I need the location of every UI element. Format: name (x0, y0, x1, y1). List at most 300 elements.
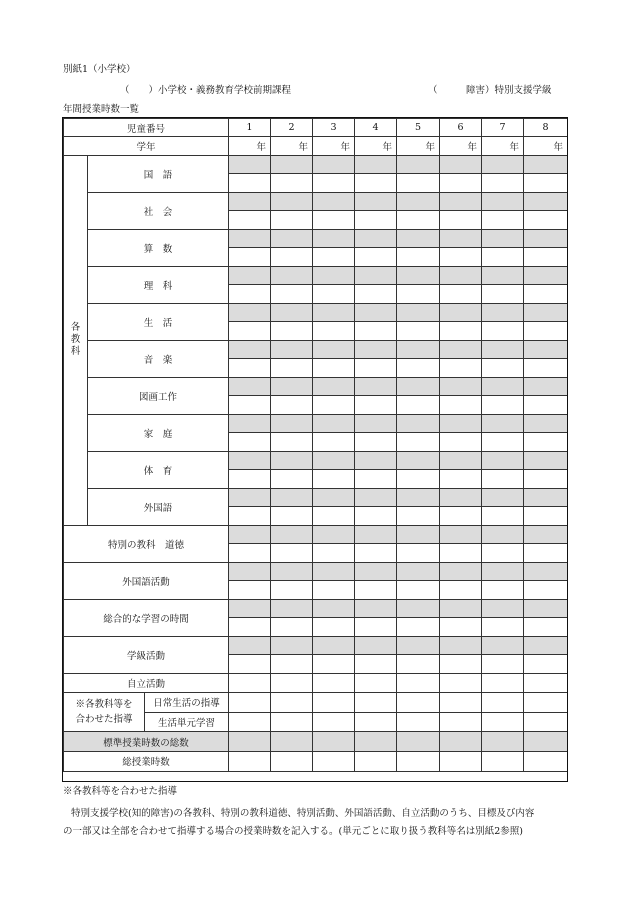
moral-actual-cell-1[interactable] (229, 544, 271, 563)
unit-learning-cell-4[interactable] (355, 712, 397, 732)
subject-8-actual-cell-3[interactable] (313, 433, 355, 452)
subject-4-actual-cell-5[interactable] (397, 285, 440, 304)
student-number-4: 4 (355, 119, 397, 137)
total-cell-2[interactable] (271, 751, 313, 771)
subject-2-actual-cell-8[interactable] (524, 211, 568, 230)
subject-6-actual-cell-3[interactable] (313, 359, 355, 378)
subject-3-standard-cell-7[interactable] (482, 229, 524, 248)
moral-actual-cell-3[interactable] (313, 544, 355, 563)
combined-instruction-label (64, 693, 145, 732)
subject-5-standard-cell-6[interactable] (440, 303, 482, 322)
subject-1-standard-cell-4[interactable] (355, 155, 397, 174)
subject-3-standard-cell-3[interactable] (313, 229, 355, 248)
independent-activity-cell-8[interactable] (524, 673, 568, 693)
subject-2-row-a (64, 192, 568, 211)
subject-5-actual-cell-1[interactable] (229, 322, 271, 341)
integrated-study-row-a (64, 599, 568, 618)
class-activity-actual-cell-5[interactable] (397, 655, 440, 674)
subject-10-standard-cell-8[interactable] (524, 488, 568, 507)
subject-1-actual-cell-8[interactable] (524, 174, 568, 193)
subject-2-standard-cell-6[interactable] (440, 192, 482, 211)
student-number-8: 8 (524, 119, 568, 137)
total-cell-5[interactable] (397, 751, 440, 771)
subject-3-actual-cell-5[interactable] (397, 248, 440, 267)
subject-6-actual-cell-4[interactable] (355, 359, 397, 378)
subject-1-row-a (64, 155, 568, 174)
subject-1-standard-cell-7[interactable] (482, 155, 524, 174)
foreign-activity-row-a (64, 562, 568, 581)
subject-4-actual-cell-8[interactable] (524, 285, 568, 304)
subject-10-actual-cell-3[interactable] (313, 507, 355, 526)
subject-2-actual-cell-1[interactable] (229, 211, 271, 230)
moral-standard-cell-2[interactable] (271, 525, 313, 544)
grade-cell-1[interactable]: 年 (229, 137, 271, 155)
integrated-study-standard-cell-2[interactable] (271, 599, 313, 618)
subject-8-standard-cell-3[interactable] (313, 414, 355, 433)
subject-7-actual-cell-6[interactable] (440, 396, 482, 415)
daily-life-cell-3[interactable] (313, 693, 355, 713)
subject-6-actual-cell-5[interactable] (397, 359, 440, 378)
subject-4-standard-cell-7[interactable] (482, 266, 524, 285)
class-activity-standard-cell-8[interactable] (524, 636, 568, 655)
student-number-1: 1 (229, 119, 271, 137)
subject-6-standard-cell-1[interactable] (229, 340, 271, 359)
subject-7-actual-cell-8[interactable] (524, 396, 568, 415)
footnote-title: ※各教科等を合わせた指導 (63, 786, 178, 797)
subject-9-actual-cell-4[interactable] (355, 470, 397, 489)
subject-9-standard-cell-1[interactable] (229, 451, 271, 470)
subject-10-label: 外国語 (88, 488, 229, 525)
integrated-study-standard-cell-4[interactable] (355, 599, 397, 618)
subject-3-actual-cell-2[interactable] (271, 248, 313, 267)
unit-learning-cell-5[interactable] (397, 712, 440, 732)
subject-2-actual-cell-3[interactable] (313, 211, 355, 230)
subject-5-actual-cell-4[interactable] (355, 322, 397, 341)
subject-2-standard-cell-5[interactable] (397, 192, 440, 211)
foreign-activity-standard-cell-1[interactable] (229, 562, 271, 581)
subject-2-actual-cell-7[interactable] (482, 211, 524, 230)
subject-6-standard-cell-7[interactable] (482, 340, 524, 359)
standard-total-cell-1[interactable] (229, 732, 271, 752)
subject-8-actual-cell-2[interactable] (271, 433, 313, 452)
subject-1-actual-cell-6[interactable] (440, 174, 482, 193)
integrated-study-actual-cell-3[interactable] (313, 618, 355, 637)
subject-10-row-a (64, 488, 568, 507)
subject-10-actual-cell-2[interactable] (271, 507, 313, 526)
subject-5-standard-cell-2[interactable] (271, 303, 313, 322)
daily-life-cell-5[interactable] (397, 693, 440, 713)
grade-cell-5[interactable]: 年 (397, 137, 440, 155)
subject-9-standard-cell-3[interactable] (313, 451, 355, 470)
class-activity-standard-cell-4[interactable] (355, 636, 397, 655)
subject-5-standard-cell-5[interactable] (397, 303, 440, 322)
subject-6-standard-cell-4[interactable] (355, 340, 397, 359)
subject-3-actual-cell-8[interactable] (524, 248, 568, 267)
foreign-activity-actual-cell-4[interactable] (355, 581, 397, 600)
subject-2-standard-cell-2[interactable] (271, 192, 313, 211)
subject-7-standard-cell-6[interactable] (440, 377, 482, 396)
subject-2-actual-cell-6[interactable] (440, 211, 482, 230)
subject-5-actual-cell-6[interactable] (440, 322, 482, 341)
daily-life-row (64, 693, 568, 713)
standard-total-cell-6[interactable] (440, 732, 482, 752)
subject-10-actual-cell-6[interactable] (440, 507, 482, 526)
foreign-activity-actual-cell-1[interactable] (229, 581, 271, 600)
subject-7-standard-cell-2[interactable] (271, 377, 313, 396)
subject-9-standard-cell-5[interactable] (397, 451, 440, 470)
moral-standard-cell-3[interactable] (313, 525, 355, 544)
integrated-study-standard-cell-8[interactable] (524, 599, 568, 618)
class-activity-standard-cell-3[interactable] (313, 636, 355, 655)
integrated-study-actual-cell-4[interactable] (355, 618, 397, 637)
daily-life-cell-7[interactable] (482, 693, 524, 713)
unit-learning-cell-6[interactable] (440, 712, 482, 732)
unit-learning-cell-8[interactable] (524, 712, 568, 732)
standard-total-cell-7[interactable] (482, 732, 524, 752)
standard-total-cell-2[interactable] (271, 732, 313, 752)
subject-4-row-a (64, 266, 568, 285)
subject-3-standard-cell-5[interactable] (397, 229, 440, 248)
subject-6-standard-cell-6[interactable] (440, 340, 482, 359)
subject-10-actual-cell-5[interactable] (397, 507, 440, 526)
subject-9-actual-cell-3[interactable] (313, 470, 355, 489)
subject-5-actual-cell-8[interactable] (524, 322, 568, 341)
total-cell-3[interactable] (313, 751, 355, 771)
subject-4-standard-cell-2[interactable] (271, 266, 313, 285)
subject-7-standard-cell-5[interactable] (397, 377, 440, 396)
foreign-activity-actual-cell-6[interactable] (440, 581, 482, 600)
subject-7-actual-cell-5[interactable] (397, 396, 440, 415)
subject-4-standard-cell-4[interactable] (355, 266, 397, 285)
foreign-activity-standard-cell-5[interactable] (397, 562, 440, 581)
daily-life-cell-1[interactable] (229, 693, 271, 713)
standard-total-cell-4[interactable] (355, 732, 397, 752)
subject-5-actual-cell-7[interactable] (482, 322, 524, 341)
moral-standard-cell-1[interactable] (229, 525, 271, 544)
moral-standard-cell-4[interactable] (355, 525, 397, 544)
grade-cell-6[interactable]: 年 (440, 137, 482, 155)
subject-9-actual-cell-1[interactable] (229, 470, 271, 489)
subject-2-label: 社 会 (88, 192, 229, 229)
subject-1-actual-cell-3[interactable] (313, 174, 355, 193)
subject-10-standard-cell-6[interactable] (440, 488, 482, 507)
subject-10-standard-cell-3[interactable] (313, 488, 355, 507)
subject-7-actual-cell-7[interactable] (482, 396, 524, 415)
subject-9-actual-cell-7[interactable] (482, 470, 524, 489)
independent-activity-cell-1[interactable] (229, 673, 271, 693)
total-cell-1[interactable] (229, 751, 271, 771)
subject-4-standard-cell-1[interactable] (229, 266, 271, 285)
subject-8-standard-cell-7[interactable] (482, 414, 524, 433)
subject-10-standard-cell-2[interactable] (271, 488, 313, 507)
standard-total-cell-3[interactable] (313, 732, 355, 752)
subject-1-actual-cell-2[interactable] (271, 174, 313, 193)
foreign-activity-actual-cell-7[interactable] (482, 581, 524, 600)
subject-7-actual-cell-2[interactable] (271, 396, 313, 415)
moral-standard-cell-5[interactable] (397, 525, 440, 544)
subject-10-actual-cell-8[interactable] (524, 507, 568, 526)
integrated-study-actual-cell-8[interactable] (524, 618, 568, 637)
subject-2-actual-cell-4[interactable] (355, 211, 397, 230)
subject-7-actual-cell-1[interactable] (229, 396, 271, 415)
integrated-study-actual-cell-2[interactable] (271, 618, 313, 637)
integrated-study-label: 総合的な学習の時間 (64, 599, 229, 636)
foreign-activity-standard-cell-3[interactable] (313, 562, 355, 581)
subject-2-standard-cell-3[interactable] (313, 192, 355, 211)
subject-4-actual-cell-6[interactable] (440, 285, 482, 304)
moral-standard-cell-7[interactable] (482, 525, 524, 544)
subject-6-actual-cell-8[interactable] (524, 359, 568, 378)
subject-1-actual-cell-1[interactable] (229, 174, 271, 193)
class-activity-actual-cell-2[interactable] (271, 655, 313, 674)
standard-total-cell-8[interactable] (524, 732, 568, 752)
subject-5-standard-cell-4[interactable] (355, 303, 397, 322)
foreign-activity-standard-cell-4[interactable] (355, 562, 397, 581)
subject-6-actual-cell-2[interactable] (271, 359, 313, 378)
subject-2-standard-cell-8[interactable] (524, 192, 568, 211)
subject-3-standard-cell-4[interactable] (355, 229, 397, 248)
subject-3-actual-cell-6[interactable] (440, 248, 482, 267)
subject-3-standard-cell-6[interactable] (440, 229, 482, 248)
subject-6-standard-cell-2[interactable] (271, 340, 313, 359)
subject-3-actual-cell-3[interactable] (313, 248, 355, 267)
class-activity-actual-cell-7[interactable] (482, 655, 524, 674)
subject-5-standard-cell-8[interactable] (524, 303, 568, 322)
subjects-group-text: 各教科 (70, 322, 81, 358)
subject-8-standard-cell-1[interactable] (229, 414, 271, 433)
subject-9-actual-cell-5[interactable] (397, 470, 440, 489)
subject-6-actual-cell-1[interactable] (229, 359, 271, 378)
subject-1-standard-cell-6[interactable] (440, 155, 482, 174)
subject-9-standard-cell-6[interactable] (440, 451, 482, 470)
subject-6-actual-cell-6[interactable] (440, 359, 482, 378)
subject-7-standard-cell-3[interactable] (313, 377, 355, 396)
class-activity-actual-cell-4[interactable] (355, 655, 397, 674)
subject-1-standard-cell-1[interactable] (229, 155, 271, 174)
footnote-line-2: の一部又は全部を合わせて指導する場合の授業時数を記入する。(単元ごとに取り扱う教科等名は別紙2参照) (63, 826, 523, 837)
subject-1-standard-cell-2[interactable] (271, 155, 313, 174)
subject-5-row-a (64, 303, 568, 322)
foreign-activity-label: 外国語活動 (64, 562, 229, 599)
subject-8-actual-cell-5[interactable] (397, 433, 440, 452)
total-cell-7[interactable] (482, 751, 524, 771)
moral-standard-cell-8[interactable] (524, 525, 568, 544)
class-activity-standard-cell-2[interactable] (271, 636, 313, 655)
class-activity-label: 学級活動 (64, 636, 229, 673)
foreign-activity-standard-cell-7[interactable] (482, 562, 524, 581)
independent-activity-cell-4[interactable] (355, 673, 397, 693)
total-cell-4[interactable] (355, 751, 397, 771)
moral-standard-cell-6[interactable] (440, 525, 482, 544)
subject-8-standard-cell-5[interactable] (397, 414, 440, 433)
subject-7-actual-cell-4[interactable] (355, 396, 397, 415)
integrated-study-actual-cell-6[interactable] (440, 618, 482, 637)
subject-5-standard-cell-3[interactable] (313, 303, 355, 322)
moral-row-a (64, 525, 568, 544)
subject-3-actual-cell-7[interactable] (482, 248, 524, 267)
integrated-study-standard-cell-3[interactable] (313, 599, 355, 618)
foreign-activity-actual-cell-8[interactable] (524, 581, 568, 600)
moral-actual-cell-5[interactable] (397, 544, 440, 563)
subject-10-standard-cell-5[interactable] (397, 488, 440, 507)
moral-actual-cell-4[interactable] (355, 544, 397, 563)
grade-cell-3[interactable]: 年 (313, 137, 355, 155)
subject-8-actual-cell-6[interactable] (440, 433, 482, 452)
subject-8-standard-cell-8[interactable] (524, 414, 568, 433)
standard-total-cell-5[interactable] (397, 732, 440, 752)
unit-learning-cell-3[interactable] (313, 712, 355, 732)
subject-4-standard-cell-5[interactable] (397, 266, 440, 285)
grade-cell-4[interactable]: 年 (355, 137, 397, 155)
class-activity-standard-cell-1[interactable] (229, 636, 271, 655)
subject-5-actual-cell-5[interactable] (397, 322, 440, 341)
integrated-study-actual-cell-1[interactable] (229, 618, 271, 637)
independent-activity-cell-7[interactable] (482, 673, 524, 693)
subject-1-standard-cell-8[interactable] (524, 155, 568, 174)
class-activity-actual-cell-1[interactable] (229, 655, 271, 674)
subject-2-standard-cell-7[interactable] (482, 192, 524, 211)
foreign-activity-standard-cell-8[interactable] (524, 562, 568, 581)
subject-5-standard-cell-1[interactable] (229, 303, 271, 322)
subject-9-actual-cell-6[interactable] (440, 470, 482, 489)
total-cell-8[interactable] (524, 751, 568, 771)
class-activity-actual-cell-3[interactable] (313, 655, 355, 674)
subject-9-standard-cell-4[interactable] (355, 451, 397, 470)
subject-7-standard-cell-7[interactable] (482, 377, 524, 396)
subject-4-standard-cell-8[interactable] (524, 266, 568, 285)
independent-activity-row (64, 673, 568, 693)
unit-learning-cell-2[interactable] (271, 712, 313, 732)
subject-4-actual-cell-2[interactable] (271, 285, 313, 304)
subject-4-actual-cell-7[interactable] (482, 285, 524, 304)
foreign-activity-actual-cell-3[interactable] (313, 581, 355, 600)
subject-7-standard-cell-8[interactable] (524, 377, 568, 396)
subject-9-standard-cell-2[interactable] (271, 451, 313, 470)
unit-learning-cell-7[interactable] (482, 712, 524, 732)
moral-actual-cell-7[interactable] (482, 544, 524, 563)
subject-4-actual-cell-4[interactable] (355, 285, 397, 304)
subject-5-standard-cell-7[interactable] (482, 303, 524, 322)
subject-6-label: 音 楽 (88, 340, 229, 377)
subject-10-standard-cell-4[interactable] (355, 488, 397, 507)
subject-3-row-a (64, 229, 568, 248)
subject-9-standard-cell-8[interactable] (524, 451, 568, 470)
subject-8-actual-cell-1[interactable] (229, 433, 271, 452)
subject-9-standard-cell-7[interactable] (482, 451, 524, 470)
moral-actual-cell-8[interactable] (524, 544, 568, 563)
subject-8-actual-cell-7[interactable] (482, 433, 524, 452)
foreign-activity-actual-cell-2[interactable] (271, 581, 313, 600)
subject-8-standard-cell-6[interactable] (440, 414, 482, 433)
subject-1-standard-cell-5[interactable] (397, 155, 440, 174)
foreign-activity-standard-cell-6[interactable] (440, 562, 482, 581)
integrated-study-standard-cell-7[interactable] (482, 599, 524, 618)
subject-4-actual-cell-3[interactable] (313, 285, 355, 304)
subject-2-standard-cell-4[interactable] (355, 192, 397, 211)
unit-learning-cell-1[interactable] (229, 712, 271, 732)
subject-8-actual-cell-4[interactable] (355, 433, 397, 452)
subject-6-standard-cell-8[interactable] (524, 340, 568, 359)
subject-7-actual-cell-3[interactable] (313, 396, 355, 415)
total-cell-6[interactable] (440, 751, 482, 771)
integrated-study-actual-cell-7[interactable] (482, 618, 524, 637)
moral-actual-cell-2[interactable] (271, 544, 313, 563)
subject-6-standard-cell-5[interactable] (397, 340, 440, 359)
standard-total-label: 標準授業時数の総数 (64, 732, 229, 752)
subject-6-standard-cell-3[interactable] (313, 340, 355, 359)
grade-cell-8[interactable]: 年 (524, 137, 568, 155)
class-activity-actual-cell-6[interactable] (440, 655, 482, 674)
moral-actual-cell-6[interactable] (440, 544, 482, 563)
subject-6-actual-cell-7[interactable] (482, 359, 524, 378)
integrated-study-standard-cell-1[interactable] (229, 599, 271, 618)
subject-8-actual-cell-8[interactable] (524, 433, 568, 452)
integrated-study-standard-cell-5[interactable] (397, 599, 440, 618)
class-activity-actual-cell-8[interactable] (524, 655, 568, 674)
subject-4-actual-cell-1[interactable] (229, 285, 271, 304)
independent-activity-cell-5[interactable] (397, 673, 440, 693)
attachment-label: 別紙1（小学校） (63, 64, 136, 75)
daily-life-cell-2[interactable] (271, 693, 313, 713)
subject-1-standard-cell-3[interactable] (313, 155, 355, 174)
subject-7-standard-cell-1[interactable] (229, 377, 271, 396)
independent-activity-cell-3[interactable] (313, 673, 355, 693)
subject-3-standard-cell-1[interactable] (229, 229, 271, 248)
subject-1-actual-cell-7[interactable] (482, 174, 524, 193)
daily-life-cell-4[interactable] (355, 693, 397, 713)
subject-10-actual-cell-1[interactable] (229, 507, 271, 526)
table-title: 年間授業時数一覧 (63, 104, 140, 115)
subject-3-actual-cell-4[interactable] (355, 248, 397, 267)
subject-4-standard-cell-6[interactable] (440, 266, 482, 285)
subject-8-standard-cell-4[interactable] (355, 414, 397, 433)
subject-9-actual-cell-2[interactable] (271, 470, 313, 489)
class-activity-standard-cell-5[interactable] (397, 636, 440, 655)
class-activity-standard-cell-6[interactable] (440, 636, 482, 655)
integrated-study-standard-cell-6[interactable] (440, 599, 482, 618)
subject-3-standard-cell-2[interactable] (271, 229, 313, 248)
grade-cell-7[interactable]: 年 (482, 137, 524, 155)
foreign-activity-actual-cell-5[interactable] (397, 581, 440, 600)
subject-1-actual-cell-5[interactable] (397, 174, 440, 193)
daily-life-cell-6[interactable] (440, 693, 482, 713)
independent-activity-cell-6[interactable] (440, 673, 482, 693)
subject-5-actual-cell-2[interactable] (271, 322, 313, 341)
subject-10-actual-cell-7[interactable] (482, 507, 524, 526)
daily-life-cell-8[interactable] (524, 693, 568, 713)
subject-8-standard-cell-2[interactable] (271, 414, 313, 433)
subject-4-standard-cell-3[interactable] (313, 266, 355, 285)
subject-9-actual-cell-8[interactable] (524, 470, 568, 489)
subject-1-actual-cell-4[interactable] (355, 174, 397, 193)
subject-3-standard-cell-8[interactable] (524, 229, 568, 248)
subject-7-standard-cell-4[interactable] (355, 377, 397, 396)
subject-2-actual-cell-2[interactable] (271, 211, 313, 230)
independent-activity-cell-2[interactable] (271, 673, 313, 693)
subject-5-actual-cell-3[interactable] (313, 322, 355, 341)
subject-10-standard-cell-1[interactable] (229, 488, 271, 507)
subject-9-label: 体 育 (88, 451, 229, 488)
subject-2-actual-cell-5[interactable] (397, 211, 440, 230)
integrated-study-actual-cell-5[interactable] (397, 618, 440, 637)
class-activity-standard-cell-7[interactable] (482, 636, 524, 655)
subject-10-standard-cell-7[interactable] (482, 488, 524, 507)
subject-2-standard-cell-1[interactable] (229, 192, 271, 211)
foreign-activity-standard-cell-2[interactable] (271, 562, 313, 581)
subject-10-actual-cell-4[interactable] (355, 507, 397, 526)
subject-3-actual-cell-1[interactable] (229, 248, 271, 267)
grade-cell-2[interactable]: 年 (271, 137, 313, 155)
